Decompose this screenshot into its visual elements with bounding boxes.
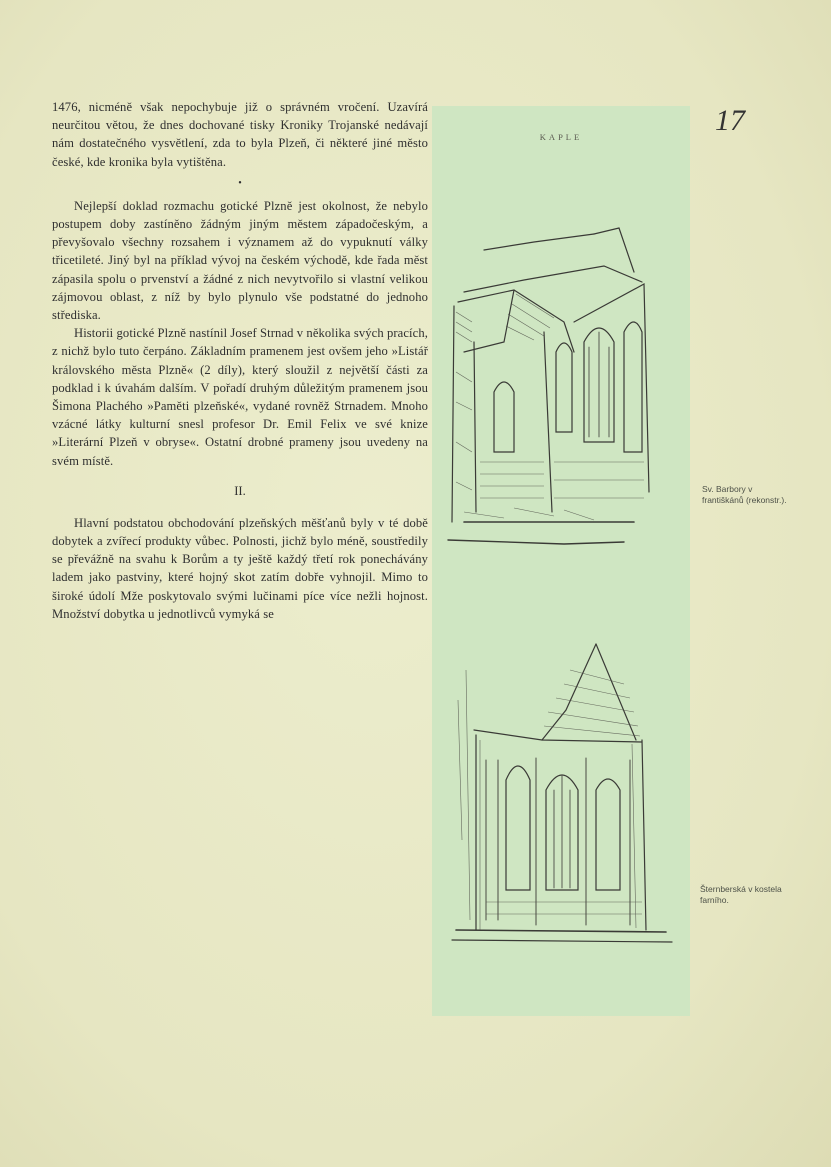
caption-sternberska: Šternberská v kostela farního. <box>700 884 782 905</box>
paragraph-1: 1476, nicméně však nepochybuje již o správném vročení. Uzavírá neurčitou větou, že dnes dochované tisky Kroniky Trojanské nedávají nám dostatečného vysvětlení, zda to byla Plzeň, či některé jiné město české, kde kronika byla vytištěna. <box>52 100 428 169</box>
panel-title: KAPLE <box>539 132 583 142</box>
page-number: 17 <box>715 104 745 137</box>
paragraph-separator: • <box>238 177 242 189</box>
text-column <box>52 98 428 623</box>
section-number: II. <box>234 483 246 498</box>
chapel-drawing-sternberska <box>446 640 678 950</box>
caption-barbora: Sv. Barbory v františkánů (rekonstr.). <box>702 484 787 505</box>
paragraph-2: Nejlepší doklad rozmachu gotické Plzně jest okolnost, že nebylo postupem doby zastíněno žádným jiným městem západočeským, a převyšovalo všechny rozsahem i významem až do vypuknutí války třicetileté. Jiný byl na příklad vývoj na českém východě, kde řada měst zápasila spolu o prvenství a žádné z nich nevytvořilo si vlastní velikou zájmovou oblast, z níž by bylo plynulo vše podstatné do jednoho střediska. <box>52 198 428 323</box>
paragraph-4: Hlavní podstatou obchodování plzeňských měšťanů byly v té době dobytek a zvířecí produkty vůbec. Polnosti, jichž bylo méně, soustředily se převážně na svahu k Borům a ty ještě každý třetí rok ponechávány ladem jako pastviny, které hojný skot zatím dobře vyhnojil. Mimo to široké údolí Mže poskytovalo svými lučinami píce více nežli hojnost. Množství dobytka u jednotlivců vymyká se <box>52 515 428 621</box>
chapel-drawing-barbora <box>444 222 680 552</box>
paragraph-3: Historii gotické Plzně nastínil Josef Strnad v několika svých pracích, z nichž bylo tuto čerpáno. Základním pramenem jest ovšem jeho »Listář královského města Plzně« (2 díly), který sloužil z největší části za podklad i k úvahám dalším. V pořadí druhým důležitým pramenem jsou Šimona Plachého »Paměti plzeňské«, vydané rovněž Strnadem. Mnoho vzácné látky kulturní snesl profesor Dr. Emil Felix ve své knize »Literární Plzeň v obryse«. Ostatní drobné prameny jsou uvedeny na svém místě. <box>52 326 428 468</box>
